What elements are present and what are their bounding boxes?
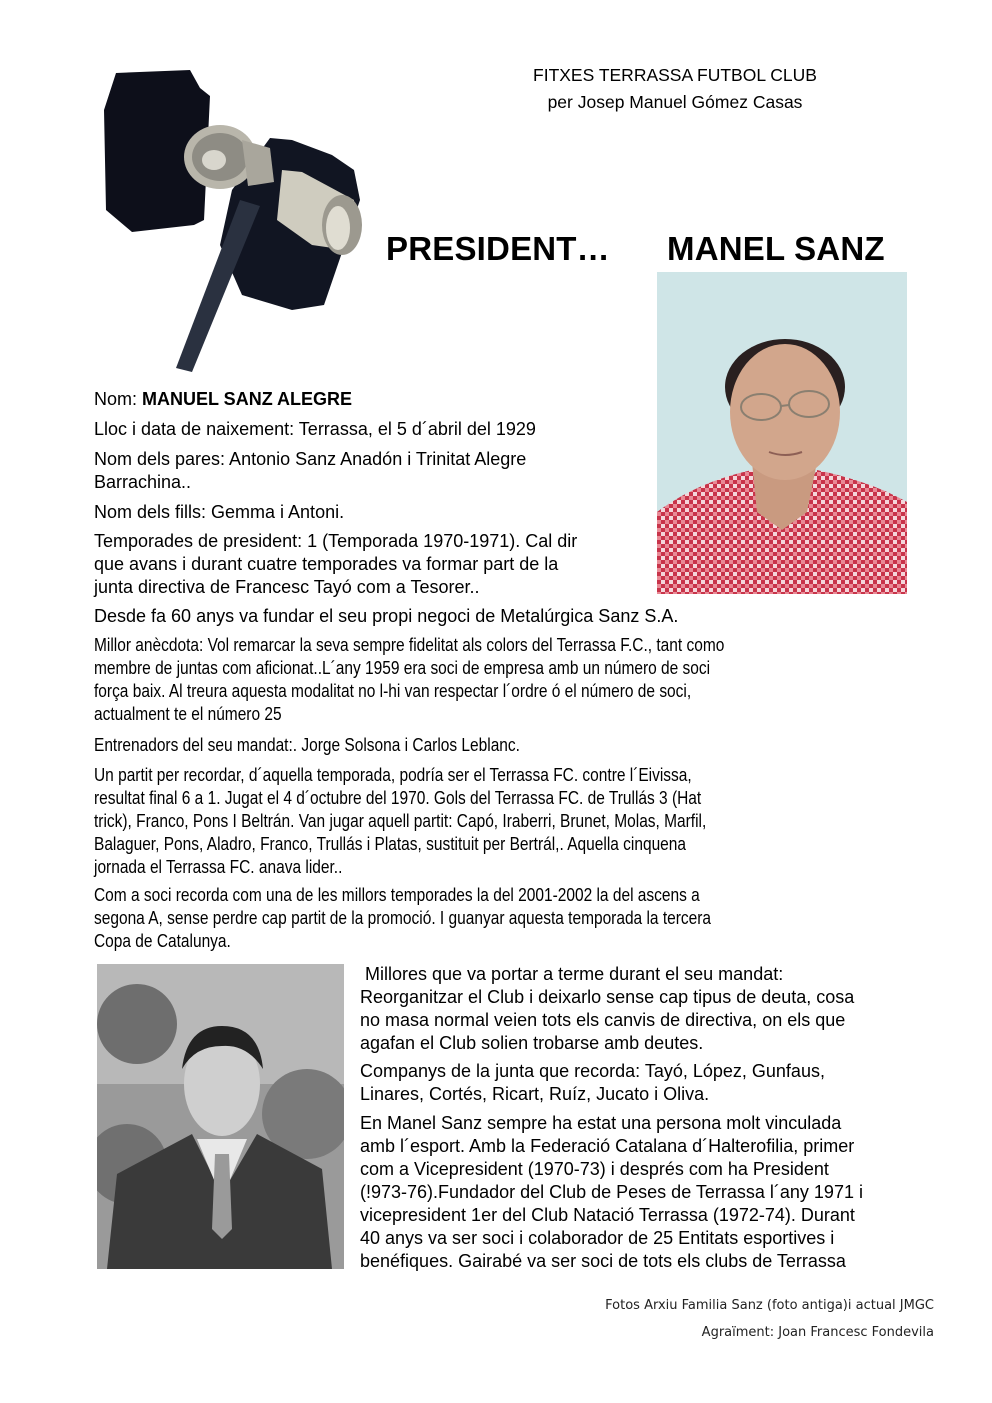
field-seasons-line: que avans i durant cuatre temporades va formar part de la — [94, 554, 559, 574]
photo-credits: Fotos Arxiu Familia Sanz (foto antiga)i actual JMGC — [605, 1298, 934, 1313]
field-children: Nom dels fills: Gemma i Antoni. — [94, 502, 345, 522]
field-business: Desde fa 60 anys va fundar el seu propi negoci de Metalúrgica Sanz S.A. — [94, 606, 679, 626]
field-seasons-line: Temporades de president: 1 (Temporada 1970-1971). Cal dir — [94, 531, 578, 551]
coaches-paragraph: Entrenadors del seu mandat:. Jorge Solsona i Carlos Leblanc. — [94, 735, 520, 755]
field-seasons — [94, 530, 577, 599]
sports-line: vicepresident 1er del Club Natació Terrassa (1972-74). Durant — [360, 1205, 855, 1225]
sports-line: benéfiques. Gairabé va ser soci de tots els clubs de Terrassa — [360, 1251, 846, 1271]
match-line: Balaguer, Pons, Aladro, Franco, Trullás i Platas, sustituit per Bertrál,. Aquella cinquena — [94, 834, 687, 854]
portrait-old-photo — [97, 964, 344, 1269]
sports-line: amb l´esport. Amb la Federació Catalana d´Halterofilia, primer — [360, 1136, 855, 1156]
series-header — [470, 62, 880, 116]
sports-paragraph — [360, 1112, 863, 1273]
improvements-line: no masa normal veien tots els canvis de directiva, on els que — [360, 1010, 846, 1030]
anecdote-line: membre de juntas com aficionat..L´any 1959 era soci de empresa amb un número de soci — [94, 658, 711, 678]
improvements-paragraph — [360, 963, 854, 1055]
match-paragraph — [94, 764, 920, 879]
member-line: segona A, sense perdre cap partit de la promoció. I guanyar aquesta temporada la tercera — [94, 908, 711, 928]
anecdote-line: força baix. Al treura aquesta modalitat no l-hi van respectar l´ordre ó el número de soci, — [94, 681, 692, 701]
page-title-left: PRESIDENT… — [386, 230, 610, 267]
match-line: trick), Franco, Pons I Beltrán. Van jugar aquell partit: Capó, Iraberri, Brunet, Molas, Marfil, — [94, 811, 707, 831]
field-birth: Lloc i data de naixement: Terrassa, el 5 d´abril del 1929 — [94, 419, 536, 439]
field-parents-line: Barrachina.. — [94, 472, 192, 492]
board-colleagues-line: Linares, Cortés, Ricart, Ruíz, Jucato i Oliva. — [360, 1084, 710, 1104]
anecdote-line: Millor anècdota: Vol remarcar la seva sempre fidelitat als colors del Terrassa F.C., tant como — [94, 635, 725, 655]
match-line: jornada el Terrassa FC. anava lider.. — [94, 857, 343, 877]
improvements-line: Millores que va portar a terme durant el seu mandat: — [360, 964, 784, 984]
page-title-name: MANEL SANZ — [667, 230, 885, 267]
loudspeaker-icon — [92, 60, 382, 375]
portrait-current-photo — [657, 272, 907, 594]
field-parents — [94, 448, 526, 494]
field-seasons-line: junta directiva de Francesc Tayó com a Tesorer.. — [94, 577, 480, 597]
series-title: FITXES TERRASSA FUTBOL CLUB — [533, 65, 817, 85]
acknowledgement: Agraïment: Joan Francesc Fondevila — [701, 1325, 934, 1340]
sports-line: 40 anys va ser soci i colaborador de 25 Entitats esportives i — [360, 1228, 835, 1248]
improvements-line: Reorganitzar el Club i deixarlo sense cap tipus de deuta, cosa — [360, 987, 855, 1007]
field-nom-label: Nom: — [94, 389, 143, 409]
field-parents-line: Nom dels pares: Antonio Sanz Anadón i Trinitat Alegre — [94, 449, 527, 469]
series-author: per Josep Manuel Gómez Casas — [547, 92, 803, 112]
anecdote-paragraph — [94, 634, 920, 726]
anecdote-line: actualment te el número 25 — [94, 704, 282, 724]
member-line: Copa de Catalunya. — [94, 931, 231, 951]
field-nom — [94, 388, 352, 411]
match-line: resultat final 6 a 1. Jugat el 4 d´octubre del 1970. Gols del Terrassa FC. de Trullás 3 (Hat — [94, 788, 702, 808]
improvements-line: agafan el Club solien trobarse amb deutes. — [360, 1033, 704, 1053]
match-line: Un partit per recordar, d´aquella temporada, podría ser el Terrassa FC. contre l´Eivissa, — [94, 765, 692, 785]
board-colleagues-paragraph — [360, 1060, 825, 1106]
member-paragraph — [94, 884, 920, 953]
person-portrait-bw-icon — [97, 964, 344, 1269]
sports-line: com a Vicepresident (1970-73) i després com ha President — [360, 1159, 829, 1179]
field-nom-value: MANUEL SANZ ALEGRE — [142, 389, 353, 409]
sports-line: (!973-76).Fundador del Club de Peses de Terrassa l´any 1971 i — [360, 1182, 863, 1202]
member-line: Com a soci recorda com una de les millors temporades la del 2001-2002 la del ascens a — [94, 885, 700, 905]
person-portrait-icon — [657, 272, 907, 594]
board-colleagues-line: Companys de la junta que recorda: Tayó, López, Gunfaus, — [360, 1061, 825, 1081]
loudspeaker-image — [92, 60, 382, 375]
sports-line: En Manel Sanz sempre ha estat una persona molt vinculada — [360, 1113, 842, 1133]
